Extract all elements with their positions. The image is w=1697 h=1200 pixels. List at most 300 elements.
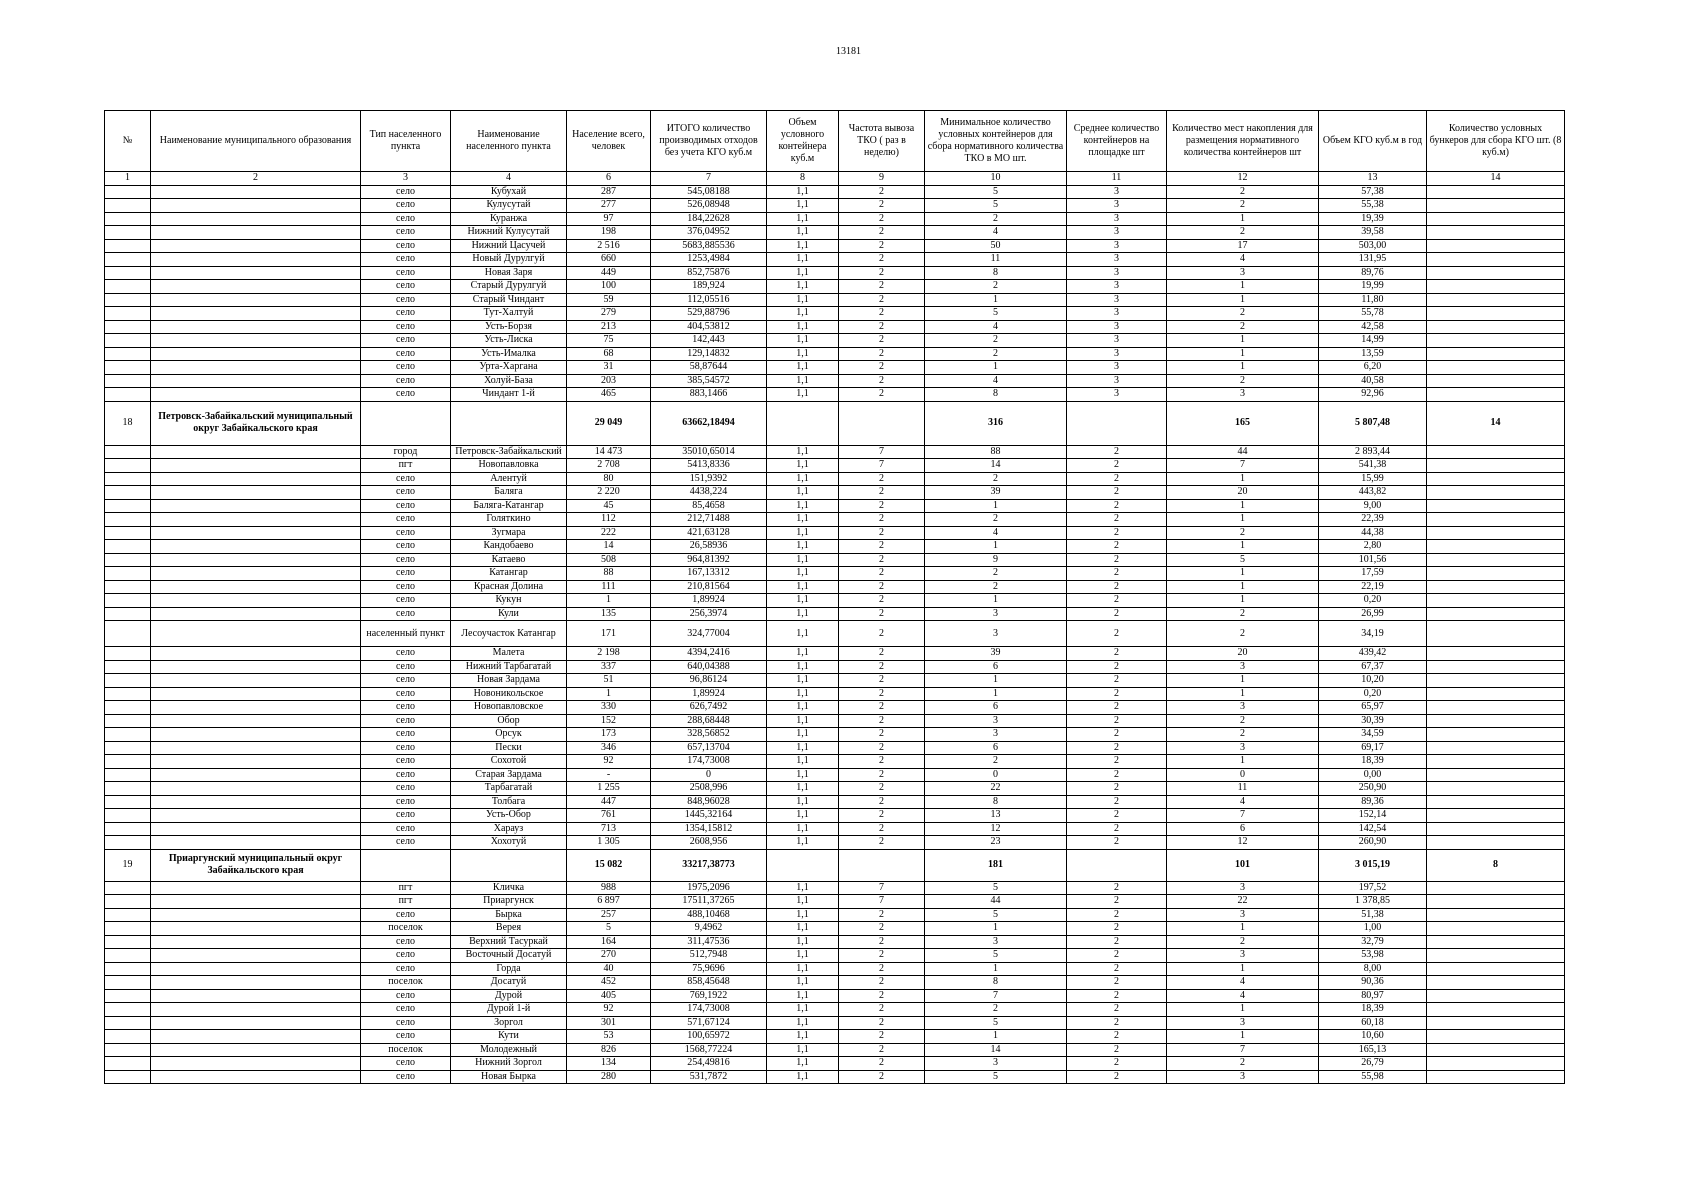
table-row: [105, 388, 1565, 402]
table-cell: [105, 922, 151, 936]
table-cell: 1,1: [767, 540, 839, 554]
table-cell: [1427, 374, 1565, 388]
table-cell: 22,19: [1319, 580, 1427, 594]
table-cell: Зоргол: [451, 1016, 567, 1030]
table-cell: село: [361, 822, 451, 836]
table-cell: 189,924: [651, 280, 767, 294]
table-cell: 2: [839, 701, 925, 715]
table-cell: село: [361, 347, 451, 361]
table-cell: 3: [925, 607, 1067, 621]
table-cell: Приаргунский муниципальный округ Забайкальского края: [151, 849, 361, 881]
table-row: [105, 594, 1565, 608]
table-cell: [151, 253, 361, 267]
table-cell: [1427, 895, 1565, 909]
table-cell: 287: [567, 185, 651, 199]
table-cell: 22,39: [1319, 513, 1427, 527]
table-cell: [105, 621, 151, 647]
table-cell: 1,1: [767, 674, 839, 688]
table-cell: село: [361, 701, 451, 715]
table-cell: Орсук: [451, 728, 567, 742]
table-row: [105, 580, 1565, 594]
table-cell: 988: [567, 881, 651, 895]
table-cell: 2: [1067, 540, 1167, 554]
table-cell: 2: [1167, 1057, 1319, 1071]
table-cell: [1427, 253, 1565, 267]
table-cell: 1: [1167, 472, 1319, 486]
table-cell: 1975,2096: [651, 881, 767, 895]
table-cell: 4438,224: [651, 486, 767, 500]
table-cell: 2: [1167, 935, 1319, 949]
table-cell: 5: [925, 949, 1067, 963]
table-cell: [105, 199, 151, 213]
table-cell: 1,1: [767, 199, 839, 213]
table-cell: [1427, 459, 1565, 473]
table-cell: [105, 445, 151, 459]
table-cell: 75,9696: [651, 962, 767, 976]
table-cell: 6: [925, 660, 1067, 674]
table-cell: село: [361, 836, 451, 850]
table-cell: 2: [1067, 567, 1167, 581]
table-cell: 40: [567, 962, 651, 976]
table-cell: [105, 293, 151, 307]
table-cell: село: [361, 728, 451, 742]
table-cell: 1 305: [567, 836, 651, 850]
table-cell: Кандобаево: [451, 540, 567, 554]
table-row: [105, 1043, 1565, 1057]
table-cell: 3: [1167, 266, 1319, 280]
table-row: [105, 185, 1565, 199]
table-cell: 2: [839, 486, 925, 500]
table-cell: село: [361, 293, 451, 307]
table-cell: Новопавловское: [451, 701, 567, 715]
table-cell: 3: [1067, 280, 1167, 294]
table-cell: 23: [925, 836, 1067, 850]
table-cell: 15,99: [1319, 472, 1427, 486]
table-cell: [105, 239, 151, 253]
table-cell: 165,13: [1319, 1043, 1427, 1057]
table-cell: 1,1: [767, 949, 839, 963]
table-cell: [151, 540, 361, 554]
table-row: [105, 334, 1565, 348]
table-cell: [839, 849, 925, 881]
table-cell: 1445,32164: [651, 809, 767, 823]
table-cell: 1,1: [767, 486, 839, 500]
table-cell: 174,73008: [651, 755, 767, 769]
table-cell: 60,18: [1319, 1016, 1427, 1030]
table-cell: 2: [839, 687, 925, 701]
table-cell: 2: [1067, 499, 1167, 513]
column-number: 2: [151, 172, 361, 186]
table-cell: [105, 795, 151, 809]
table-cell: 465: [567, 388, 651, 402]
table-row: [105, 374, 1565, 388]
table-cell: 13: [925, 809, 1067, 823]
table-cell: 2: [839, 782, 925, 796]
table-cell: 167,13312: [651, 567, 767, 581]
table-cell: 2: [925, 280, 1067, 294]
table-cell: [151, 499, 361, 513]
table-cell: [1427, 728, 1565, 742]
table-cell: [1427, 513, 1565, 527]
table-cell: Новая Бырка: [451, 1070, 567, 1084]
table-cell: 165: [1167, 401, 1319, 445]
table-cell: 324,77004: [651, 621, 767, 647]
table-cell: 1,1: [767, 253, 839, 267]
table-cell: Пески: [451, 741, 567, 755]
table-cell: 203: [567, 374, 651, 388]
table-cell: село: [361, 567, 451, 581]
table-cell: 2: [1067, 1043, 1167, 1057]
table-cell: [105, 594, 151, 608]
table-cell: 2: [1167, 728, 1319, 742]
table-cell: 3: [1167, 741, 1319, 755]
table-cell: 2: [839, 320, 925, 334]
table-cell: 2: [839, 226, 925, 240]
table-cell: пгт: [361, 895, 451, 909]
table-cell: 6,20: [1319, 361, 1427, 375]
table-cell: 2: [1067, 594, 1167, 608]
table-cell: [151, 293, 361, 307]
table-cell: село: [361, 280, 451, 294]
table-cell: 1,1: [767, 293, 839, 307]
table-cell: [1427, 989, 1565, 1003]
table-cell: [1427, 935, 1565, 949]
table-cell: 1,89924: [651, 687, 767, 701]
table-cell: населенный пункт: [361, 621, 451, 647]
table-cell: [105, 741, 151, 755]
table-cell: 2: [1067, 976, 1167, 990]
table-cell: 2: [839, 728, 925, 742]
table-cell: [1427, 580, 1565, 594]
table-cell: [105, 526, 151, 540]
table-cell: [1427, 1070, 1565, 1084]
table-cell: [105, 674, 151, 688]
table-cell: 20: [1167, 647, 1319, 661]
table-cell: 508: [567, 553, 651, 567]
table-row: [105, 212, 1565, 226]
table-cell: 1,1: [767, 621, 839, 647]
table-cell: [105, 320, 151, 334]
table-cell: село: [361, 782, 451, 796]
column-number: 12: [1167, 172, 1319, 186]
table-cell: [105, 1003, 151, 1017]
table-cell: 1: [1167, 580, 1319, 594]
table-cell: 2 708: [567, 459, 651, 473]
table-cell: 7: [839, 459, 925, 473]
table-cell: 5: [925, 1016, 1067, 1030]
table-cell: 3: [1067, 347, 1167, 361]
table-cell: 3: [1067, 307, 1167, 321]
table-cell: 1: [567, 594, 651, 608]
table-cell: 1: [1167, 1030, 1319, 1044]
table-cell: 761: [567, 809, 651, 823]
table-cell: 1,1: [767, 647, 839, 661]
table-cell: [1427, 607, 1565, 621]
table-cell: село: [361, 388, 451, 402]
table-cell: 57,38: [1319, 185, 1427, 199]
table-cell: 270: [567, 949, 651, 963]
table-cell: 2: [1167, 714, 1319, 728]
table-cell: 142,54: [1319, 822, 1427, 836]
table-cell: 330: [567, 701, 651, 715]
table-cell: [105, 361, 151, 375]
table-cell: 198: [567, 226, 651, 240]
table-cell: [151, 809, 361, 823]
table-cell: 29 049: [567, 401, 651, 445]
table-cell: 3: [1067, 361, 1167, 375]
table-cell: [1427, 809, 1565, 823]
table-cell: 17,59: [1319, 567, 1427, 581]
table-cell: [105, 908, 151, 922]
table-cell: 45: [567, 499, 651, 513]
table-cell: Новый Дурулгуй: [451, 253, 567, 267]
table-cell: 14: [925, 459, 1067, 473]
table-cell: [105, 701, 151, 715]
table-row: [105, 307, 1565, 321]
table-cell: 44,38: [1319, 526, 1427, 540]
table-cell: 18,39: [1319, 1003, 1427, 1017]
table-cell: село: [361, 526, 451, 540]
column-header: Среднее количество контейнеров на площадке шт: [1067, 111, 1167, 172]
table-cell: 129,14832: [651, 347, 767, 361]
table-cell: [151, 307, 361, 321]
table-cell: 2: [839, 280, 925, 294]
table-cell: Зугмара: [451, 526, 567, 540]
table-cell: [1427, 1016, 1565, 1030]
table-cell: [105, 280, 151, 294]
table-cell: Холуй-База: [451, 374, 567, 388]
table-cell: [1427, 647, 1565, 661]
table-cell: 316: [925, 401, 1067, 445]
page-number: 13181: [836, 46, 861, 57]
table-cell: Досатуй: [451, 976, 567, 990]
table-cell: 488,10468: [651, 908, 767, 922]
table-row: [105, 199, 1565, 213]
table-cell: [151, 674, 361, 688]
table-cell: 3: [1067, 320, 1167, 334]
table-cell: 503,00: [1319, 239, 1427, 253]
table-cell: 1: [925, 499, 1067, 513]
table-cell: 311,47536: [651, 935, 767, 949]
table-cell: 2: [839, 266, 925, 280]
table-cell: 9: [925, 553, 1067, 567]
table-cell: 55,38: [1319, 199, 1427, 213]
table-cell: [105, 388, 151, 402]
table-cell: 2: [839, 674, 925, 688]
table-cell: [1427, 687, 1565, 701]
table-cell: 2: [839, 621, 925, 647]
table-cell: 19: [105, 849, 151, 881]
table-cell: 111: [567, 580, 651, 594]
table-cell: село: [361, 540, 451, 554]
table-row: [105, 459, 1565, 473]
table-cell: 1,1: [767, 334, 839, 348]
table-cell: 80: [567, 472, 651, 486]
table-cell: [1427, 741, 1565, 755]
table-cell: 2: [839, 253, 925, 267]
table-cell: 2: [1067, 580, 1167, 594]
table-cell: 2: [1067, 881, 1167, 895]
table-cell: 1: [1167, 361, 1319, 375]
table-cell: 5: [925, 185, 1067, 199]
table-cell: 14,99: [1319, 334, 1427, 348]
table-cell: [361, 401, 451, 445]
table-cell: 571,67124: [651, 1016, 767, 1030]
table-cell: [105, 185, 151, 199]
table-cell: 2: [925, 212, 1067, 226]
table-cell: 5683,885536: [651, 239, 767, 253]
table-cell: 9,00: [1319, 499, 1427, 513]
table-cell: 848,96028: [651, 795, 767, 809]
table-cell: 18: [105, 401, 151, 445]
table-cell: 1,1: [767, 307, 839, 321]
table-cell: 69,17: [1319, 741, 1427, 755]
table-cell: 1,1: [767, 553, 839, 567]
table-row: [105, 553, 1565, 567]
table-cell: 44: [925, 895, 1067, 909]
table-cell: Старый Дурулгуй: [451, 280, 567, 294]
table-cell: 6: [925, 701, 1067, 715]
table-cell: Нижний Кулусутай: [451, 226, 567, 240]
table-cell: 0: [651, 768, 767, 782]
table-cell: 2: [839, 976, 925, 990]
table-cell: 2: [1067, 459, 1167, 473]
table-cell: 10,60: [1319, 1030, 1427, 1044]
table-cell: 4: [1167, 976, 1319, 990]
table-cell: Восточный Досатуй: [451, 949, 567, 963]
table-cell: 7: [925, 989, 1067, 1003]
table-cell: 439,42: [1319, 647, 1427, 661]
table-cell: [1427, 486, 1565, 500]
table-cell: [151, 836, 361, 850]
table-row: [105, 687, 1565, 701]
table-cell: 257: [567, 908, 651, 922]
table-cell: [151, 621, 361, 647]
table-cell: [105, 499, 151, 513]
table-cell: 1,1: [767, 499, 839, 513]
table-cell: [151, 212, 361, 226]
table-cell: Кукун: [451, 594, 567, 608]
column-number: 7: [651, 172, 767, 186]
table-cell: 1: [1167, 1003, 1319, 1017]
table-cell: [105, 935, 151, 949]
table-cell: 2: [839, 949, 925, 963]
table-cell: 44: [1167, 445, 1319, 459]
table-cell: 51,38: [1319, 908, 1427, 922]
table-cell: 2: [1167, 226, 1319, 240]
table-cell: село: [361, 266, 451, 280]
table-cell: 152: [567, 714, 651, 728]
table-cell: 171: [567, 621, 651, 647]
column-header: Количество мест накопления для размещения нормативного количества контейнеров шт: [1167, 111, 1319, 172]
table-cell: 1,1: [767, 822, 839, 836]
table-cell: [105, 607, 151, 621]
table-cell: 1568,77224: [651, 1043, 767, 1057]
table-cell: 2: [839, 1030, 925, 1044]
table-cell: 2: [839, 660, 925, 674]
table-row: [105, 445, 1565, 459]
table-cell: 1,1: [767, 701, 839, 715]
table-cell: 4: [925, 320, 1067, 334]
table-row: [105, 660, 1565, 674]
table-cell: 2: [839, 768, 925, 782]
table-cell: [105, 540, 151, 554]
table-cell: 2: [839, 989, 925, 1003]
table-cell: Петровск-Забайкальский муниципальный округ Забайкальского края: [151, 401, 361, 445]
table-cell: [1427, 594, 1565, 608]
table-cell: 1: [925, 594, 1067, 608]
table-cell: [151, 949, 361, 963]
table-row: [105, 674, 1565, 688]
table-cell: 3: [1067, 226, 1167, 240]
table-cell: [1427, 949, 1565, 963]
table-cell: [151, 962, 361, 976]
table-cell: 2: [1067, 989, 1167, 1003]
table-cell: село: [361, 674, 451, 688]
table-cell: 447: [567, 795, 651, 809]
table-cell: [151, 1070, 361, 1084]
table-cell: 2: [1067, 553, 1167, 567]
table-cell: 2: [839, 185, 925, 199]
table-cell: [1427, 334, 1565, 348]
table-cell: 96,86124: [651, 674, 767, 688]
table-cell: село: [361, 553, 451, 567]
table-cell: [1427, 701, 1565, 715]
table-cell: 1,1: [767, 809, 839, 823]
table-cell: [105, 567, 151, 581]
table-cell: 1,1: [767, 687, 839, 701]
table-cell: 174,73008: [651, 1003, 767, 1017]
table-cell: [105, 836, 151, 850]
table-cell: 2: [1167, 185, 1319, 199]
table-cell: 112: [567, 513, 651, 527]
table-cell: 1,1: [767, 782, 839, 796]
table-cell: [105, 266, 151, 280]
table-cell: [1427, 1057, 1565, 1071]
table-cell: [105, 212, 151, 226]
table-cell: 1,1: [767, 741, 839, 755]
table-cell: 1: [1167, 962, 1319, 976]
table-cell: [151, 768, 361, 782]
table-cell: [1427, 1003, 1565, 1017]
table-cell: Старый Чиндант: [451, 293, 567, 307]
table-row: [105, 621, 1565, 647]
table-cell: 5: [567, 922, 651, 936]
table-cell: 2: [1067, 660, 1167, 674]
table-cell: Куранжа: [451, 212, 567, 226]
table-cell: 8: [1427, 849, 1565, 881]
table-cell: 19,99: [1319, 280, 1427, 294]
table-cell: 8,00: [1319, 962, 1427, 976]
table-cell: [151, 895, 361, 909]
table-cell: [1427, 714, 1565, 728]
column-number: 6: [567, 172, 651, 186]
table-cell: 1,1: [767, 976, 839, 990]
table-row: [105, 962, 1565, 976]
table-cell: 2: [839, 513, 925, 527]
table-cell: 88: [567, 567, 651, 581]
table-cell: 131,95: [1319, 253, 1427, 267]
table-cell: 2: [1167, 307, 1319, 321]
table-cell: 1,1: [767, 185, 839, 199]
table-cell: 4: [1167, 989, 1319, 1003]
table-cell: Катаево: [451, 553, 567, 567]
table-cell: [1427, 185, 1565, 199]
table-cell: [1427, 755, 1565, 769]
table-cell: город: [361, 445, 451, 459]
table-cell: Баляга: [451, 486, 567, 500]
table-cell: [151, 445, 361, 459]
